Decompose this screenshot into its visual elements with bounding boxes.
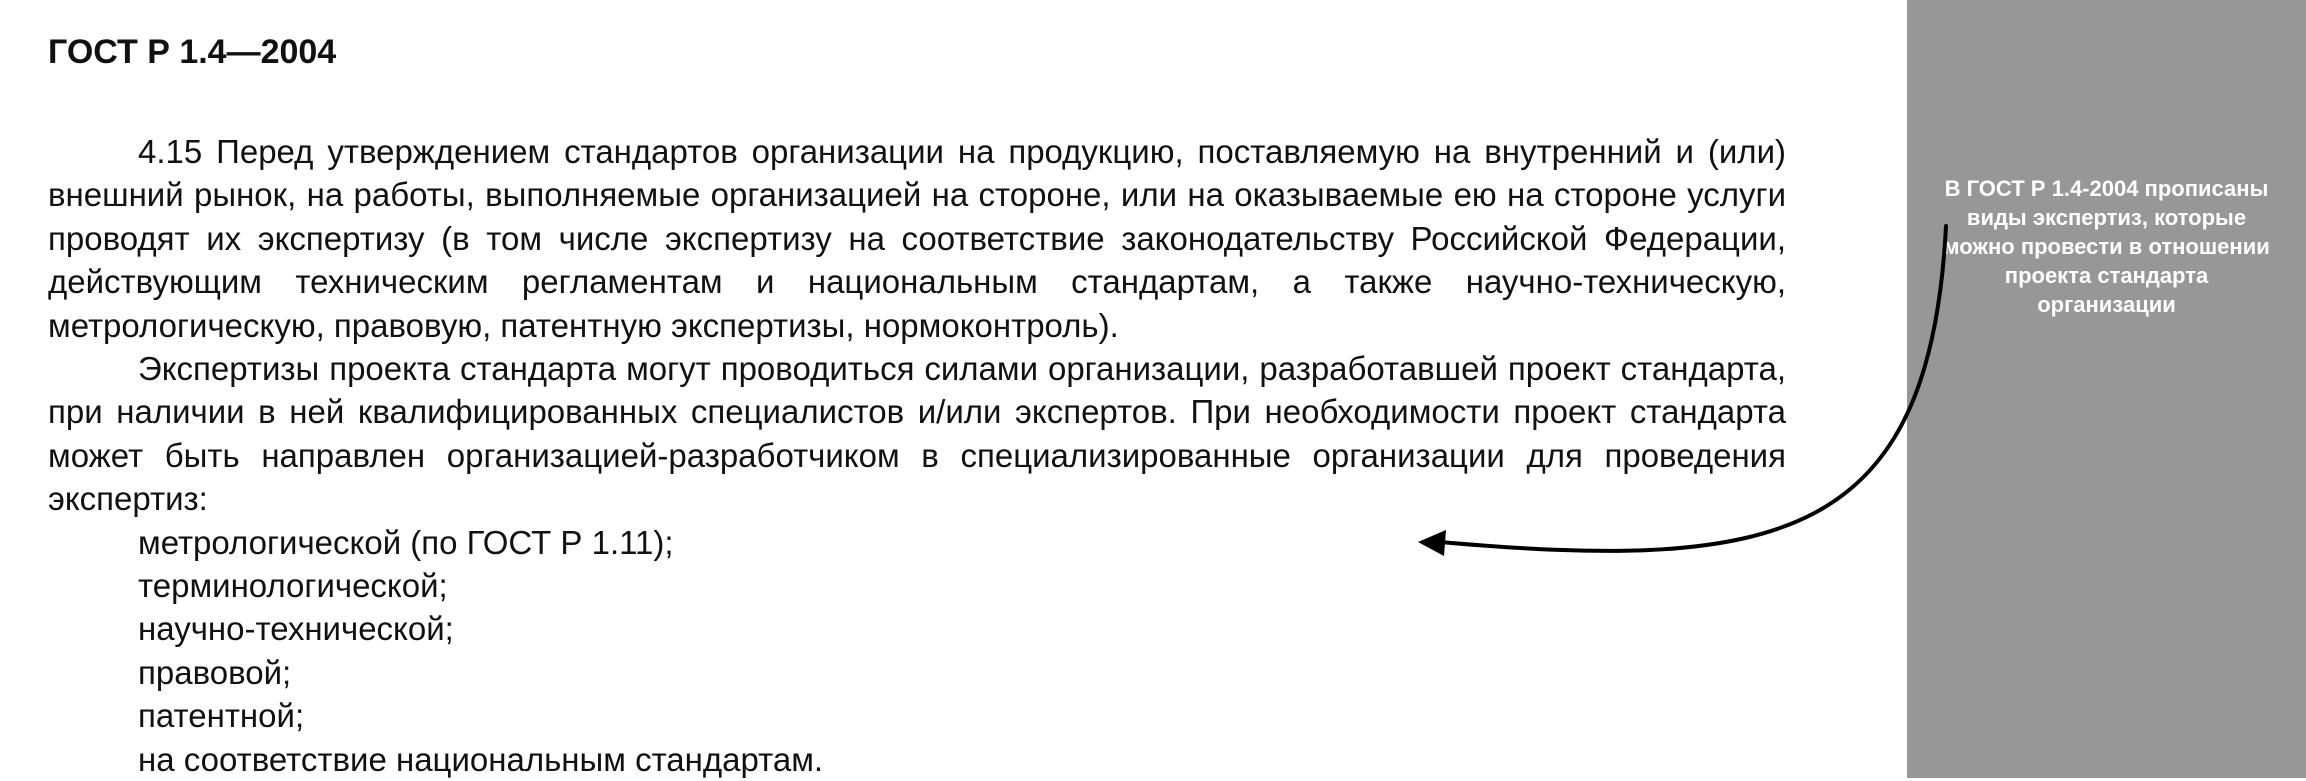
sidebar-note: В ГОСТ Р 1.4-2004 прописаны виды экспертиз, которые можно провести в отношении проекта стандарта организации [1943,176,2270,317]
list-item: метрологической (по ГОСТ Р 1.11); [138,523,674,561]
list-item: научно-технической; [138,610,454,648]
paragraph-expertise: Экспертизы проекта стандарта могут проводиться силами организации, разработавшей проект стандарта, при наличии в ней квалифицированных специалистов и/или экспертов. При необходимости проект стандарта может быть направлен организацией-разработчиком в специализированные организации для проведения экспертиз: [48,350,1786,518]
expertise-list [48,521,1786,781]
list-item: на соответствие национальным стандартам. [138,740,824,778]
annotation-sidebar [1907,0,2306,778]
list-item: патентной; [138,697,305,735]
list-item: правовой; [138,653,292,691]
list-item: терминологической; [138,567,448,605]
document-body [48,130,1786,781]
document-header: ГОСТ Р 1.4—2004 [48,33,337,71]
paragraph-4-15: 4.15 Перед утверждением стандартов организации на продукцию, поставляемую на внутренний и (или) внешний рынок, на работы, выполняемые организацией на стороне, или на оказываемые ею на стороне услуги проводят их экспертизу (в том числе экспертизу на соответствие законодательству Российской Федерации, действующим техническим регламентам и национальным стандартам, а также научно-техническую, метрологическую, правовую, патентную экспертизы, нормоконтроль). [48,133,1786,344]
